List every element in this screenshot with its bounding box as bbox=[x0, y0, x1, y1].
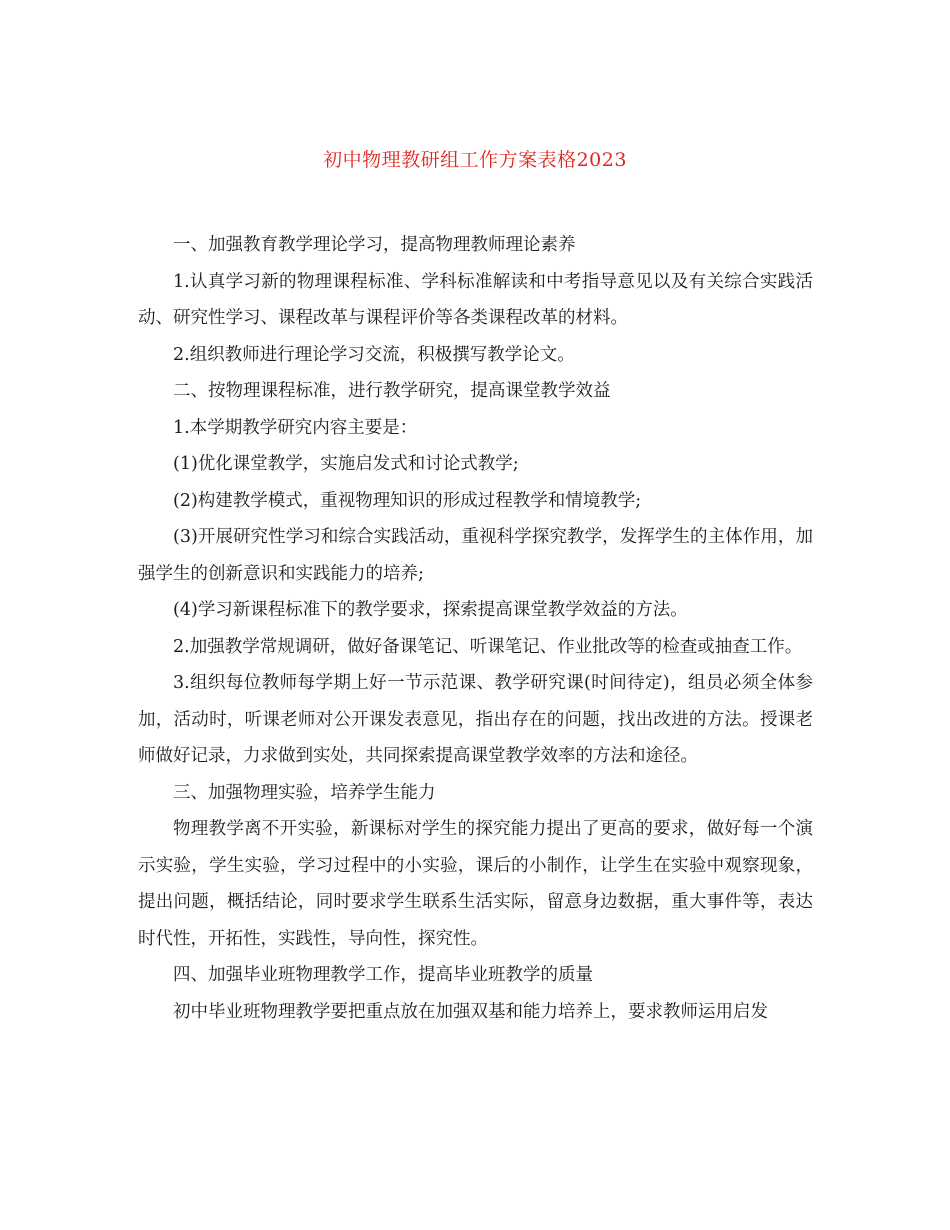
document-body bbox=[138, 227, 813, 1030]
section-heading-2: 二、按物理课程标准，进行教学研究，提高课堂教学效益 bbox=[173, 381, 611, 401]
section-heading-3: 三、加强物理实验，培养学生能力 bbox=[173, 782, 436, 803]
paragraph: 1.认真学习新的物理课程标准、学科标准解读和中考指导意见以及有关综合实践活动、研究性学习、课程改革与课程评价等各类课程改革的材料。 bbox=[138, 271, 813, 328]
section-heading-1: 一、加强教育教学理论学习，提高物理教师理论素养 bbox=[173, 235, 576, 255]
paragraph: 3.组织每位教师每学期上好一节示范课、教学研究课(时间待定)，组员必须全体参加，活动时，听课老师对公开课发表意见，指出存在的问题，找出改进的方法。授课老师做好记录，力求做到实处，共同探索提高课堂教学效率的方法和途径。 bbox=[138, 673, 813, 766]
document-title: 初中物理教研组工作方案表格2023 bbox=[323, 149, 627, 171]
list-item: (1)优化课堂教学，实施启发式和讨论式教学; bbox=[173, 454, 519, 474]
paragraph: 2.组织教师进行理论学习交流，积极撰写教学论文。 bbox=[173, 344, 575, 365]
paragraph: 物理教学离不开实验，新课标对学生的探究能力提出了更高的要求，做好每一个演示实验，学生实验，学习过程中的小实验，课后的小制作，让学生在实验中观察现象，提出问题，概括结论，同时要求学生联系生活实际，留意身边数据，重大事件等，表达时代性，开拓性，实践性，导向性，探究性。 bbox=[138, 819, 813, 949]
section-heading-4: 四、加强毕业班物理教学工作，提高毕业班教学的质量 bbox=[173, 965, 593, 985]
list-item: (3)开展研究性学习和综合实践活动，重视科学探究教学，发挥学生的主体作用，加强学生的创新意识和实践能力的培养; bbox=[138, 527, 813, 584]
paragraph: 1.本学期教学研究内容主要是： bbox=[173, 417, 418, 438]
paragraph: 2.加强教学常规调研，做好备课笔记、听课笔记、作业批改等的检查或抽查工作。 bbox=[173, 636, 803, 657]
paragraph: 初中毕业班物理教学要把重点放在加强双基和能力培养上，要求教师运用启发 bbox=[173, 1001, 768, 1022]
list-item: (2)构建教学模式，重视物理知识的形成过程教学和情境教学; bbox=[173, 490, 642, 511]
list-item: (4)学习新课程标准下的教学要求，探索提高课堂教学效益的方法。 bbox=[173, 600, 688, 620]
